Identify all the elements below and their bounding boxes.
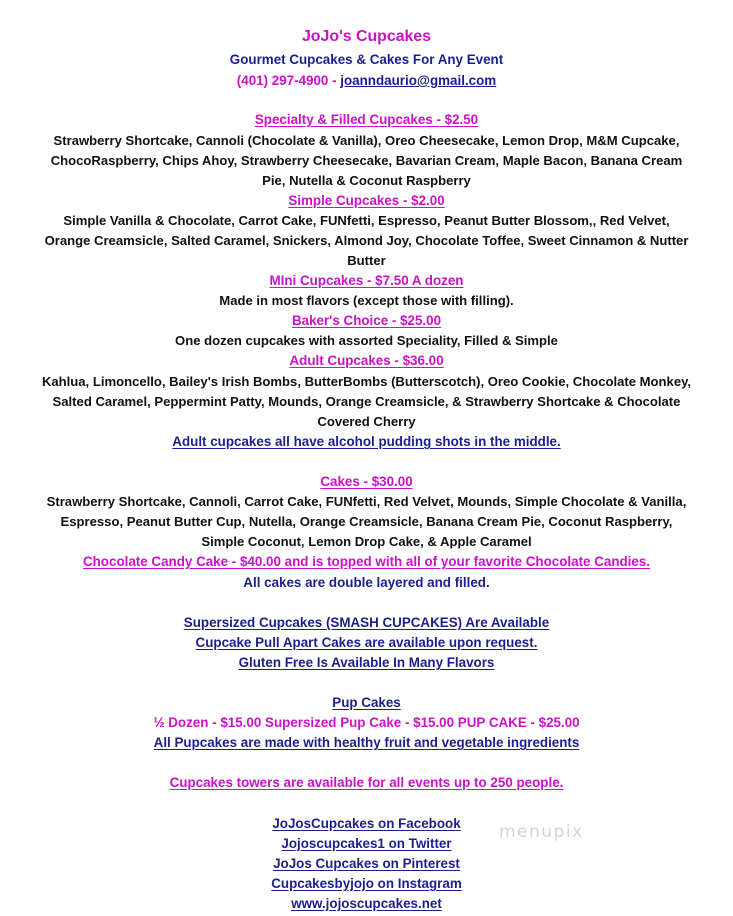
simple-heading: Simple Cupcakes - $2.00 — [288, 193, 445, 208]
adult-flavors-line: Salted Caramel, Peppermint Patty, Mounds, Orange Creamsicle, & Strawberry Shortcake & Chocolate — [52, 394, 681, 409]
mini-heading: MIni Cupcakes - $7.50 A dozen — [269, 273, 464, 288]
specialty-heading: Specialty & Filled Cupcakes - $2.50 — [254, 112, 479, 127]
specialty-flavors-line: Strawberry Shortcake, Cannoli (Chocolate & Vanilla), Oreo Cheesecake, Lemon Drop, M&M Cupcake, — [53, 133, 680, 148]
email-link[interactable]: joanndaurio@gmail.com — [340, 73, 497, 88]
cakes-heading: Cakes - $30.00 — [320, 474, 413, 489]
bakers-choice-description: One dozen cupcakes with assorted Speciality, Filled & Simple — [175, 333, 558, 348]
simple-flavors-line: Simple Vanilla & Chocolate, Carrot Cake, FUNfetti, Espresso, Peanut Butter Blossom,, Red Velvet, — [63, 213, 670, 228]
phone-number: (401) 297-4900 - — [236, 73, 341, 88]
extras-line: Cupcake Pull Apart Cakes are available upon request. — [195, 635, 538, 650]
towers-line: Cupcakes towers are available for all events up to 250 people. — [169, 775, 564, 790]
pup-note: All Pupcakes are made with healthy fruit and vegetable ingredients — [153, 735, 580, 750]
mini-description: Made in most flavors (except those with filling). — [219, 293, 514, 308]
social-instagram-link[interactable]: Cupcakesbyjojo on Instagram — [271, 876, 462, 891]
social-pinterest-link[interactable]: JoJos Cupcakes on Pinterest — [273, 856, 460, 871]
adult-note: Adult cupcakes all have alcohol pudding shots in the middle. — [172, 434, 561, 449]
cakes-flavors-line: Strawberry Shortcake, Cannoli, Carrot Cake, FUNfetti, Red Velvet, Mounds, Simple Chocolate & Vanilla, — [46, 494, 687, 509]
contact-line — [3, 71, 730, 91]
extras-line: Supersized Cupcakes (SMASH CUPCAKES) Are Available — [183, 615, 550, 630]
social-twitter-link[interactable]: Jojoscupcakes1 on Twitter — [281, 836, 452, 851]
cakes-flavors-line: Simple Coconut, Lemon Drop Cake, & Apple Caramel — [201, 534, 532, 549]
page-title: JoJo's Cupcakes — [301, 28, 432, 45]
social-facebook-link[interactable]: JoJosCupcakes on Facebook — [272, 816, 461, 831]
candy-cake-line: Chocolate Candy Cake - $40.00 and is topped with all of your favorite Chocolate Candies. — [82, 554, 651, 569]
simple-flavors-line: Butter — [347, 253, 386, 268]
menupix-watermark: menupix — [499, 822, 584, 842]
tagline: Gourmet Cupcakes & Cakes For Any Event — [229, 52, 504, 67]
bakers-choice-heading: Baker's Choice - $25.00 — [291, 313, 442, 328]
website-link[interactable]: www.jojoscupcakes.net — [291, 896, 442, 911]
specialty-flavors-line: Pie, Nutella & Coconut Raspberry — [262, 173, 471, 188]
cakes-note: All cakes are double layered and filled. — [243, 575, 490, 590]
adult-flavors-line: Covered Cherry — [317, 414, 416, 429]
cakes-flavors-line: Espresso, Peanut Butter Cup, Nutella, Orange Creamsicle, Banana Cream Pie, Coconut Raspberry, — [60, 514, 673, 529]
pup-prices: ½ Dozen - $15.00 Supersized Pup Cake - $15.00 PUP CAKE - $25.00 — [153, 715, 580, 730]
specialty-flavors-line: ChocoRaspberry, Chips Ahoy, Strawberry Cheesecake, Bavarian Cream, Maple Bacon, Banana Cream — [50, 153, 683, 168]
pup-heading: Pup Cakes — [332, 695, 401, 710]
extras-line: Gluten Free Is Available In Many Flavors — [238, 655, 495, 670]
adult-heading: Adult Cupcakes - $36.00 — [289, 353, 444, 368]
simple-flavors-line: Orange Creamsicle, Salted Caramel, Snickers, Almond Joy, Chocolate Toffee, Sweet Cinnamon & Nutter — [44, 233, 689, 248]
adult-flavors-line: Kahlua, Limoncello, Bailey's Irish Bombs, ButterBombs (Butterscotch), Oreo Cookie, Chocolate Monkey, — [41, 374, 692, 389]
